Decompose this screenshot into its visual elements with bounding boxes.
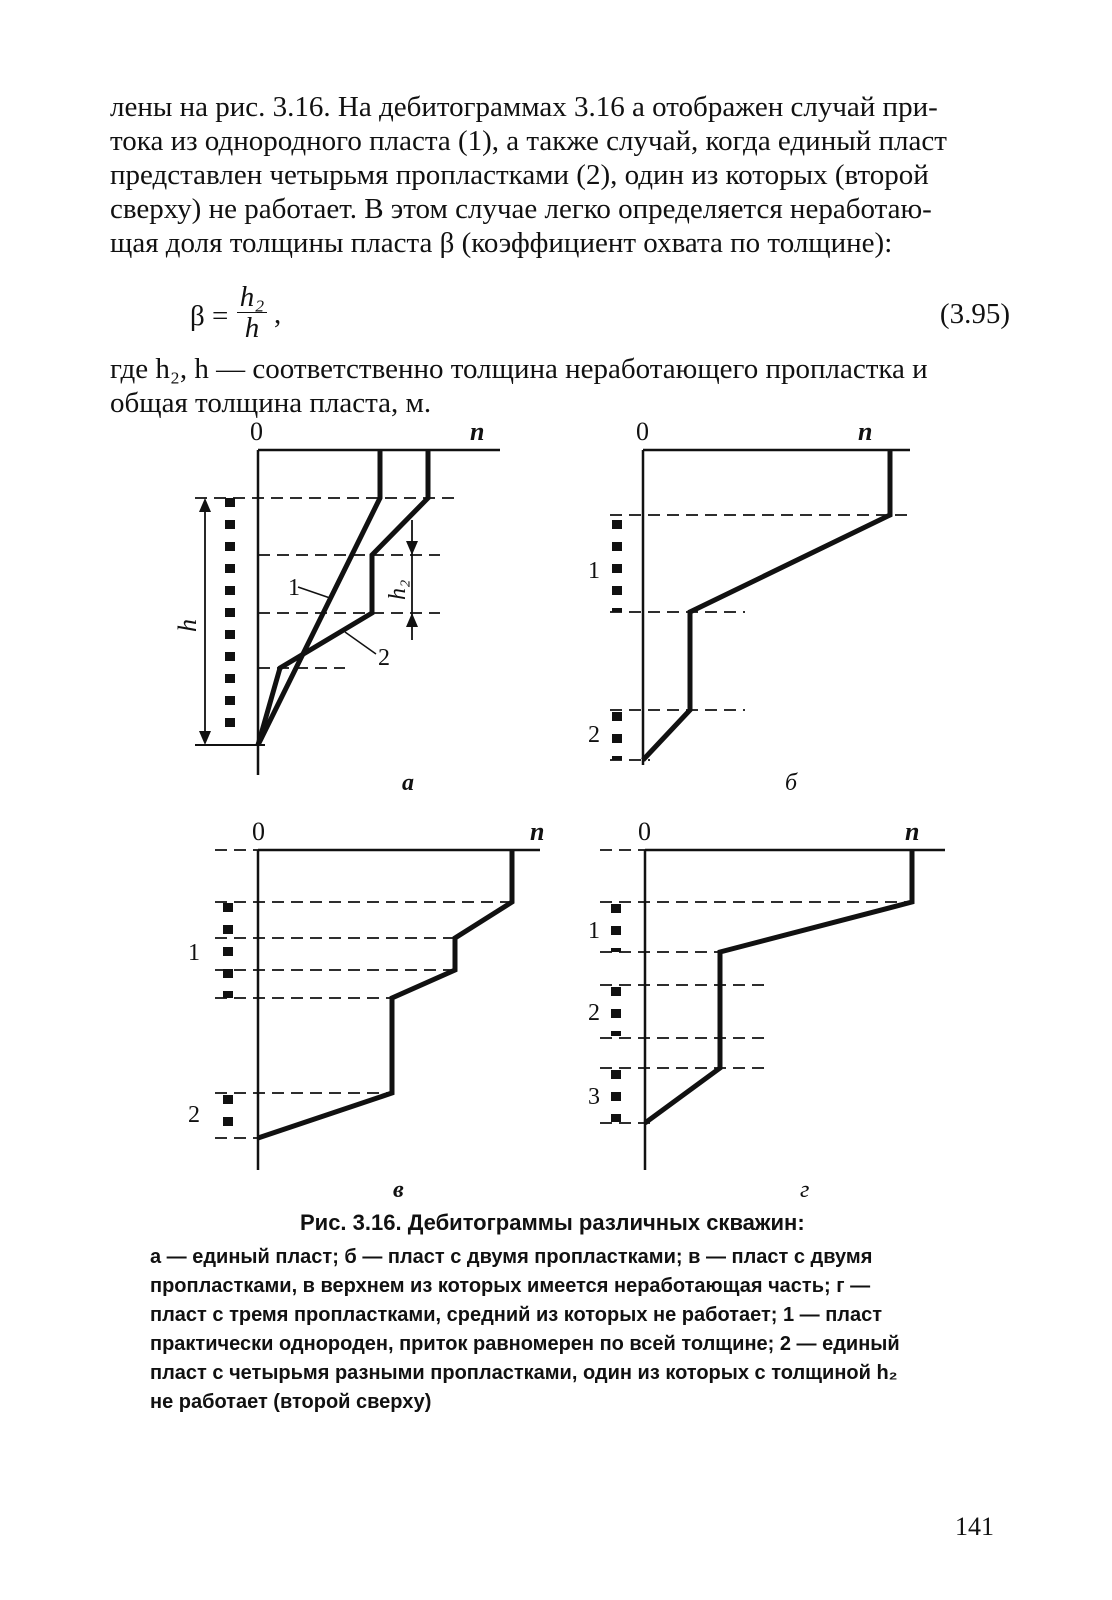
equation-number: (3.95) [939,298,1010,330]
layer-boundaries [610,515,912,760]
axis-n-label: n [858,417,873,446]
formula-numerator: h₂ [239,281,265,313]
axis-zero-label: 0 [252,817,265,846]
text-line: сверху) не работает. В этом случае легко определяется неработаю- [110,193,932,225]
figure-caption-title: Рис. 3.16. Дебитограммы различных скважин: [300,1210,805,1235]
layer-label: 2 [588,1000,600,1026]
panel-letter: г [800,1177,810,1203]
panel-letter: в [393,1177,404,1203]
curve-2-label: 2 [378,645,390,671]
layer-label: 1 [588,918,600,944]
caption-line: а — единый пласт; б — пласт с двумя пропластками; в — пласт с двумя [150,1246,873,1268]
axis-zero-label: 0 [638,817,651,846]
leader-2 [345,632,376,654]
curve-1-label: 1 [288,575,300,601]
text-line: щая доля толщины пласта β (коэффициент охвата по толщине): [110,227,893,259]
panel-g [600,850,945,1170]
axis-zero-label: 0 [250,417,263,446]
text-line: представлен четырьмя пропластками (2), один из которых (второй [110,159,929,191]
panel-letter: а [402,770,414,796]
formula-lhs: β = [190,300,229,332]
axis-n-label: n [530,817,545,846]
layer-boundaries [600,902,912,1123]
caption-line: не работает (второй сверху) [150,1391,432,1413]
axis-n-label: n [905,817,920,846]
layer-label: 1 [588,558,600,584]
layer-label: 1 [188,940,200,966]
axis-zero-label: 0 [636,417,649,446]
text-line: общая толщина пласта, м. [110,387,432,419]
h-label: h [173,619,202,632]
axis-n-label: n [470,417,485,446]
figure-labels [173,417,919,1203]
caption-line: практически однороден, приток равномерен по всей толщине; 2 — единый [150,1333,900,1355]
formula-comma: , [274,298,282,330]
layer-label: 2 [188,1102,200,1128]
layer-label: 2 [588,722,600,748]
page-number: 141 [955,1512,994,1541]
caption-line: пласт с тремя пропластками, средний из которых не работает; 1 — пласт [150,1304,883,1326]
curve-1 [258,450,380,745]
panel-a [195,450,500,775]
flow-curve [645,850,912,1123]
formula-denominator: h [244,312,260,344]
text-line: где h₂, h — соответственно толщина неработающего пропластка и [110,353,928,385]
flow-curve [643,450,890,760]
panel-letter: б [785,770,798,796]
layer-label: 3 [588,1084,600,1110]
panel-v [215,850,540,1170]
caption-line: пласт с четырьмя разными пропластками, один из которых с толщиной h₂ [150,1362,898,1384]
text-line: тока из однородного пласта (1), а также случай, когда единый пласт [110,125,947,157]
caption-line: пропластками, в верхнем из которых имеется неработающая часть; г — [150,1275,871,1297]
h2-label: h₂ [385,579,411,600]
panel-b [610,450,912,765]
flow-curve [258,850,512,1138]
text-line: лены на рис. 3.16. На дебитограммах 3.16 а отображен случай при- [110,91,938,123]
leader-1 [298,587,330,598]
figure-caption-body [150,1243,980,1417]
